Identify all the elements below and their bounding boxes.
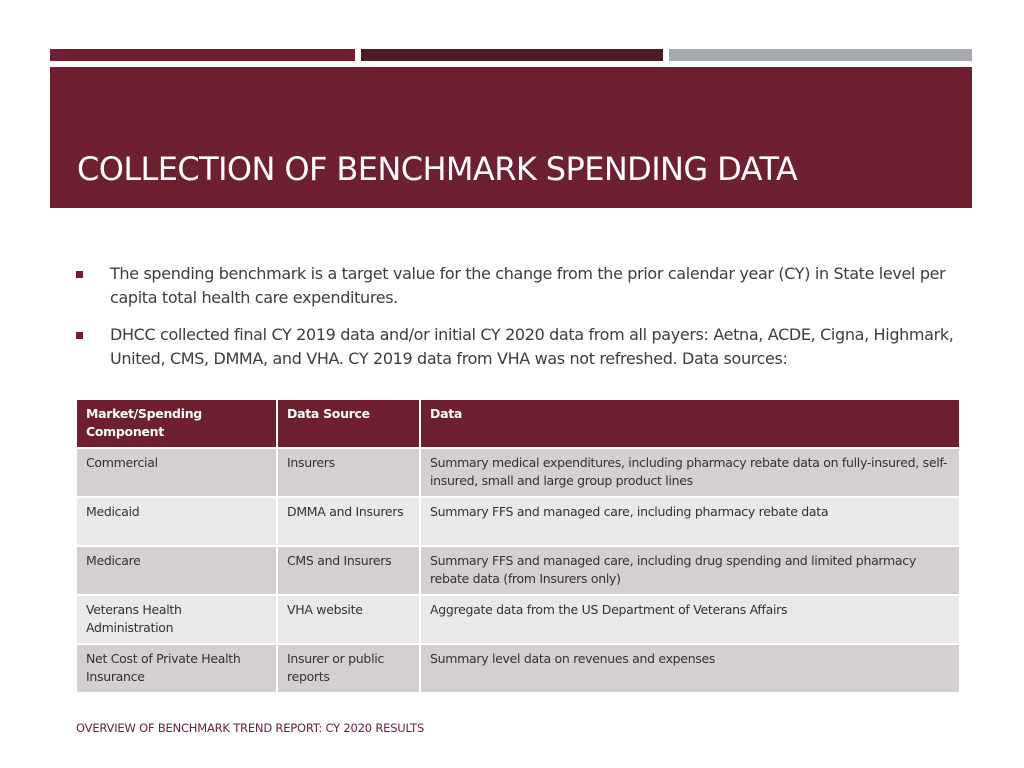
top-accent-bar-2 bbox=[361, 49, 663, 61]
cell-market: Medicaid bbox=[76, 497, 277, 546]
cell-data: Summary level data on revenues and expenses bbox=[420, 644, 960, 693]
column-header-market: Market/Spending Component bbox=[76, 399, 277, 448]
cell-data: Aggregate data from the US Department of Veterans Affairs bbox=[420, 595, 960, 644]
column-header-data: Data bbox=[420, 399, 960, 448]
table-row bbox=[76, 497, 960, 546]
cell-data: Summary FFS and managed care, including pharmacy rebate data bbox=[420, 497, 960, 546]
bullet-item bbox=[76, 323, 956, 371]
table-row bbox=[76, 644, 960, 693]
cell-source: CMS and Insurers bbox=[277, 546, 420, 595]
page-title: COLLECTION OF BENCHMARK SPENDING DATA bbox=[77, 150, 798, 188]
cell-market: Commercial bbox=[76, 448, 277, 497]
top-accent-bar-1 bbox=[50, 49, 355, 61]
bullet-item bbox=[76, 262, 956, 310]
bullet-text: The spending benchmark is a target value for the change from the prior calendar year (CY) in State level per capita total health care expenditures. bbox=[110, 264, 946, 307]
table-row bbox=[76, 448, 960, 497]
title-band bbox=[50, 67, 972, 208]
cell-data: Summary FFS and managed care, including drug spending and limited pharmacy rebate data (from Insurers only) bbox=[420, 546, 960, 595]
cell-data: Summary medical expenditures, including pharmacy rebate data on fully-insured, self-insured, small and large group product lines bbox=[420, 448, 960, 497]
bullet-list bbox=[76, 262, 956, 371]
table-header-row bbox=[76, 399, 960, 448]
cell-source: DMMA and Insurers bbox=[277, 497, 420, 546]
cell-source: VHA website bbox=[277, 595, 420, 644]
cell-market: Medicare bbox=[76, 546, 277, 595]
footer-text: OVERVIEW OF BENCHMARK TREND REPORT: CY 2020 RESULTS bbox=[76, 721, 425, 735]
cell-market: Veterans Health Administration bbox=[76, 595, 277, 644]
data-sources-table bbox=[75, 398, 961, 694]
column-header-source: Data Source bbox=[277, 399, 420, 448]
square-bullet-icon bbox=[76, 332, 83, 339]
table-row bbox=[76, 595, 960, 644]
cell-source: Insurers bbox=[277, 448, 420, 497]
bullet-text: DHCC collected final CY 2019 data and/or initial CY 2020 data from all payers: Aetna, ACDE, Cigna, Highmark, United, CMS, DMMA, and VHA. CY 2019 data from VHA was not refreshed. Data sources: bbox=[110, 325, 954, 368]
square-bullet-icon bbox=[76, 271, 83, 278]
table-row bbox=[76, 546, 960, 595]
top-accent-bar-3 bbox=[669, 49, 972, 61]
cell-market: Net Cost of Private Health Insurance bbox=[76, 644, 277, 693]
cell-source: Insurer or public reports bbox=[277, 644, 420, 693]
